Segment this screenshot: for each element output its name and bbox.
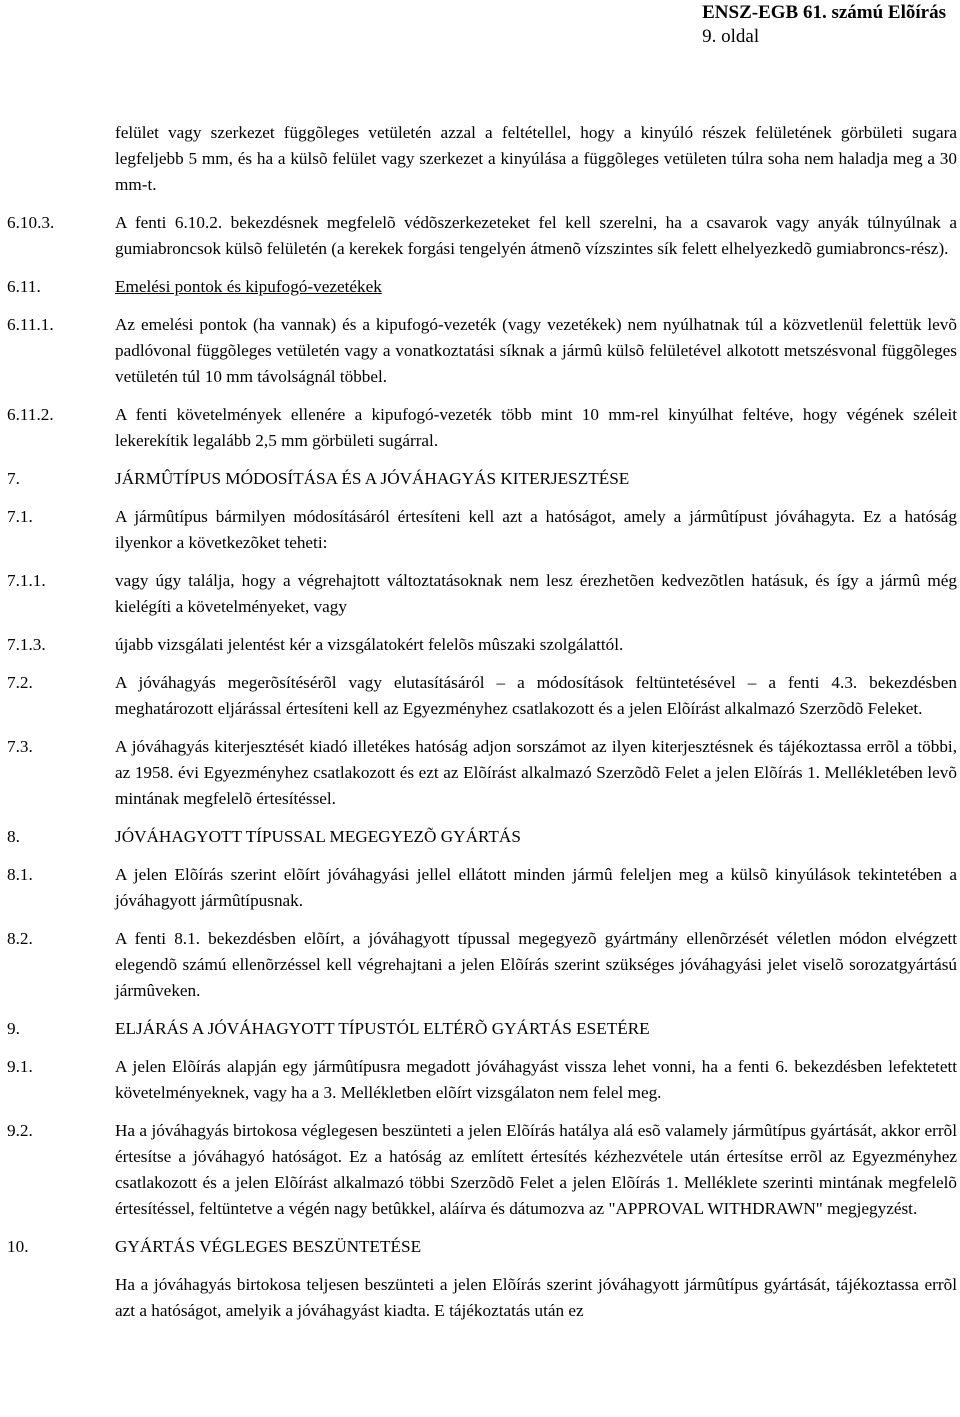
paragraph-number: 9.1. bbox=[7, 1057, 33, 1076]
paragraph-7-2 bbox=[7, 670, 957, 722]
paragraph-text: A jelen Elõírás alapján egy jármûtípusra megadott jóváhagyást vissza lehet vonni, ha a fenti 6. bekezdésben lefektetett követelményeknek, vagy ha a 3. Mellékletben elõírt vizsgálaton nem felel meg. bbox=[115, 1057, 957, 1102]
page-header bbox=[702, 0, 946, 48]
paragraph-7-1-1 bbox=[7, 568, 957, 620]
paragraph-text: A fenti 6.10.2. bekezdésnek megfelelõ védõszerkezeteket fel kell szerelni, ha a csavarok vagy anyák túlnyúlnak a gumiabroncsok külsõ felületén (a kerekek forgási tengelyén átmenõ vízszintes sík felett elhelyezkedõ gumiabroncs-rész). bbox=[115, 213, 957, 258]
final-paragraph: Ha a jóváhagyás birtokosa teljesen beszünteti a jelen Elõírás szerint jóváhagyott jármûtípus gyártását, tájékoztassa errõl azt a hatóságot, amelyik a jóváhagyást kiadta. E tájékoztatás után ez bbox=[115, 1275, 957, 1320]
paragraph-number: 8.2. bbox=[7, 929, 33, 948]
page-number: 9. oldal bbox=[702, 26, 760, 47]
paragraph-number: 6.11.2. bbox=[7, 405, 54, 424]
paragraph-6-11-2 bbox=[7, 402, 957, 454]
section-number: 8. bbox=[7, 827, 20, 846]
section-7 bbox=[7, 466, 957, 492]
paragraph-text: Az emelési pontok (ha vannak) és a kipufogó-vezeték (vagy vezetékek) nem nyúlhatnak túl a közvetlenül felettük levõ padlóvonal függõleges vetületén vagy a vonatkoztatási síknak a jármû külsõ felületével alkotott metszésvonal függõleges vetületén túl 10 mm távolságnál többel. bbox=[115, 315, 957, 386]
section-number: 9. bbox=[7, 1019, 20, 1038]
paragraph-number: 6.11.1. bbox=[7, 315, 54, 334]
paragraph-number: 8.1. bbox=[7, 865, 33, 884]
paragraph-text: A jármûtípus bármilyen módosításáról értesíteni kell azt a hatóságot, amely a jármûtípust jóváhagyta. Ez a hatóság ilyenkor a következõket teheti: bbox=[115, 507, 957, 552]
paragraph-text: A jóváhagyás kiterjesztését kiadó illetékes hatóság adjon sorszámot az ilyen kiterjesztésnek és tájékoztassa errõl a többi, az 1958. évi Egyezményhez csatlakozott és ezt az Elõírást alkalmazó Szerzõdõ Felet a jelen Elõírás 1. Mellékletében levõ mintának megfelelõ értesítéssel. bbox=[115, 737, 957, 808]
paragraph-7-1-3 bbox=[7, 632, 957, 658]
paragraph-9-2 bbox=[7, 1118, 957, 1222]
paragraph-number: 7.1.3. bbox=[7, 635, 46, 654]
section-number: 10. bbox=[7, 1237, 29, 1256]
section-heading: JÁRMÛTÍPUS MÓDOSÍTÁSA ÉS A JÓVÁHAGYÁS KITERJESZTÉSE bbox=[115, 469, 630, 488]
paragraph-text: vagy úgy találja, hogy a végrehajtott változtatásoknak nem lesz érezhetõen kedvezõtlen hatásuk, és így a jármû még kielégíti a követelményeket, vagy bbox=[115, 571, 957, 616]
paragraph-number: 9.2. bbox=[7, 1121, 33, 1140]
paragraph-number: 7.1.1. bbox=[7, 571, 46, 590]
paragraph-8-2 bbox=[7, 926, 957, 1004]
paragraph-text: újabb vizsgálati jelentést kér a vizsgálatokért felelõs mûszaki szolgálattól. bbox=[115, 635, 624, 654]
paragraph-number: 6.11. bbox=[7, 277, 41, 296]
paragraph-number: 6.10.3. bbox=[7, 213, 55, 232]
paragraph-text: A jelen Elõírás szerint elõírt jóváhagyási jellel ellátott minden jármû feleljen meg a külsõ kinyúlások tekintetében a jóváhagyott jármûtípusnak. bbox=[115, 865, 957, 910]
document-body bbox=[7, 120, 957, 1324]
paragraph-6-11 bbox=[7, 274, 957, 300]
section-8 bbox=[7, 824, 957, 850]
section-10 bbox=[7, 1234, 957, 1260]
section-heading: ELJÁRÁS A JÓVÁHAGYOTT TÍPUSTÓL ELTÉRÕ GYÁRTÁS ESETÉRE bbox=[115, 1019, 650, 1038]
paragraph-number: 7.2. bbox=[7, 673, 33, 692]
section-9 bbox=[7, 1016, 957, 1042]
paragraph-text: A jóváhagyás megerõsítésérõl vagy elutasításáról – a módosítások feltüntetésével – a fenti 4.3. bekezdésben meghatározott eljárással értesíteni kell az Egyezményhez csatlakozott és a jelen Elõírást alkalmazó Szerzõdõ Feleket. bbox=[115, 673, 957, 718]
section-heading: GYÁRTÁS VÉGLEGES BESZÜNTETÉSE bbox=[115, 1237, 422, 1256]
paragraph-8-1 bbox=[7, 862, 957, 914]
paragraph-6-11-1 bbox=[7, 312, 957, 390]
document-title: ENSZ-EGB 61. számú Elõírás bbox=[702, 2, 946, 23]
section-heading: JÓVÁHAGYOTT TÍPUSSAL MEGEGYEZÕ GYÁRTÁS bbox=[115, 827, 521, 846]
paragraph-6-10-3 bbox=[7, 210, 957, 262]
paragraph-text: A fenti követelmények ellenére a kipufogó-vezeték több mint 10 mm-rel kinyúlhat feltéve, hogy végének széleit lekerekítik legalább 2,5 mm görbületi sugárral. bbox=[115, 405, 957, 450]
paragraph-9-1 bbox=[7, 1054, 957, 1106]
intro-paragraph: felület vagy szerkezet függõleges vetületén azzal a feltétellel, hogy a kinyúló részek felületének görbületi sugara legfeljebb 5 mm, és ha a külsõ felület vagy szerkezet a kinyúlása a függõleges vetületen túlra soha nem haladja meg a 30 mm-t. bbox=[115, 123, 957, 194]
paragraph-number: 7.3. bbox=[7, 737, 33, 756]
paragraph-number: 7.1. bbox=[7, 507, 33, 526]
paragraph-text: Ha a jóváhagyás birtokosa véglegesen beszünteti a jelen Elõírás hatálya alá esõ valamely jármûtípus gyártását, akkor errõl értesítse a jóváhagyó hatóságot. Ez a hatóság az említett értesítés kézhezvétele után értesítse errõl az Egyezményhez csatlakozott és a jelen Elõírást alkalmazó többi Szerzõdõ Felet a jelen Elõírás 1. Melléklete szerinti mintának megfelelõ értesítéssel, feltüntetve a végén nagy betûkkel, aláírva és dátumozva az "APPROVAL WITHDRAWN" megjegyzést. bbox=[115, 1121, 957, 1218]
subsection-heading: Emelési pontok és kipufogó-vezetékek bbox=[115, 277, 382, 296]
paragraph-7-3 bbox=[7, 734, 957, 812]
paragraph-7-1 bbox=[7, 504, 957, 556]
section-number: 7. bbox=[7, 469, 20, 488]
paragraph-text: A fenti 8.1. bekezdésben elõírt, a jóváhagyott típussal megegyezõ gyártmány ellenõrzését véletlen módon elvégzett elegendõ számú ellenõrzéssel kell végrehajtani a jelen Elõírás szerint szükséges jóváhagyási jelet viselõ sorozatgyártású jármûveken. bbox=[115, 929, 957, 1000]
